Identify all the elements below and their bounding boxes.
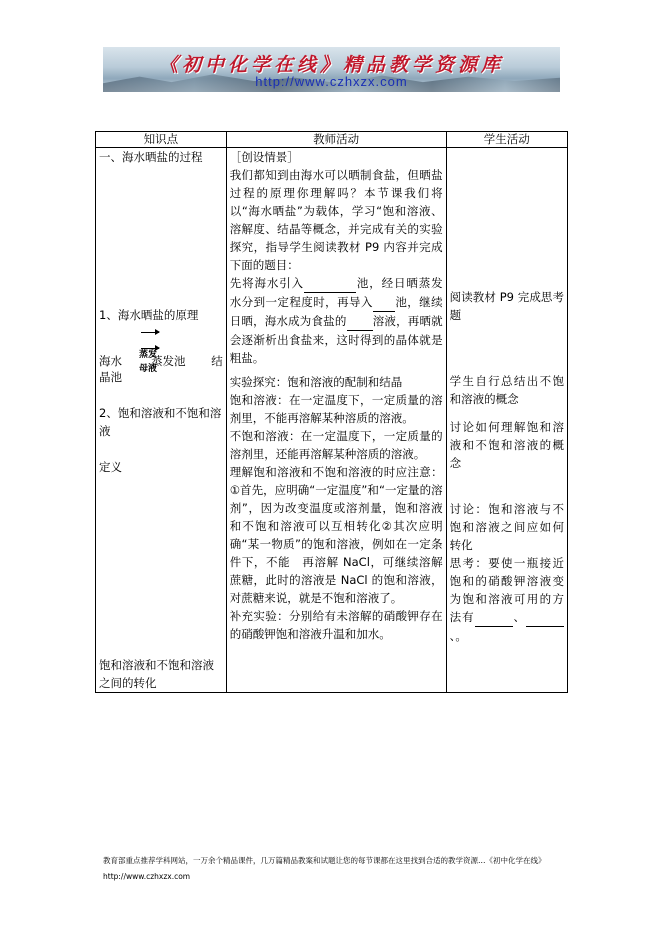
teacher-para-7: 理解饱和溶液和不饱和溶液的时应注意：①首先，应明确“一定温度”和“一定量的溶剂”，因为改变温度或溶剂量，饱和溶液和不饱和溶液可以互相转化②其次应明确“某一物质”的饱和溶液，例如在一定条件下，不能 再溶解 NaCl，可继续溶解蔗糖，此时的溶液是 NaCl 的饱和溶液，对蔗糖来说，就是不饱和溶液了。 — [229, 465, 443, 605]
knowledge-item-1: 一、海水晒盐的过程 — [99, 150, 203, 164]
teacher-para-4: 实验探究：饱和溶液的配制和结晶 — [229, 375, 403, 389]
diagram-crystal-2: 晶池 — [99, 370, 122, 384]
student-item-1: 阅读教材 P9 完成思考题 — [449, 290, 564, 322]
student-item-3: 讨论如何理解饱和溶液和不饱和溶液的概念 — [449, 420, 564, 470]
header-banner — [103, 47, 560, 92]
teacher-para-5: 饱和溶液：在一定温度下，一定质量的溶剂里，不能再溶解某种溶质的溶液。 — [229, 393, 443, 425]
diagram-crystal-1: 结 — [211, 354, 223, 368]
knowledge-cell — [96, 148, 227, 693]
table-row — [96, 148, 568, 693]
separator: 、 — [449, 629, 456, 643]
diagram-sea: 海水 — [99, 354, 122, 368]
knowledge-item-5: 饱和溶液和不饱和溶液之间的转化 — [99, 658, 214, 690]
fill-blank — [475, 608, 513, 627]
header-student: 学生活动 — [446, 132, 567, 148]
knowledge-item-3: 2、饱和溶液和不饱和溶液 — [99, 406, 222, 438]
diagram-pool: 蒸发池 — [151, 354, 186, 368]
student-cell — [446, 148, 567, 693]
student-item-4: 讨论：饱和溶液与不饱和溶液之间应如何转化 — [449, 502, 564, 552]
banner-title: 《初中化学在线》精品教学资源库 — [158, 54, 504, 76]
fill-blank — [347, 312, 373, 331]
lesson-plan-table — [95, 131, 568, 693]
spacer — [99, 440, 223, 458]
teacher-fill-text-a: 先将海水引入 — [229, 276, 304, 290]
teacher-para-2: 我们都知到由海水可以晒制食盐，但晒盐过程的原理你理解吗？本节课我们将以“海水晒盐”为载体，学习“饱和溶液、溶解度、结晶等概念，并完成有关的实验探究，指导学生阅读教材 P9 内容并完成下面的题目： — [229, 168, 443, 272]
arrow-right-icon — [141, 332, 159, 333]
fill-blank — [304, 274, 356, 293]
diagram-label-mother-liquor: 母液 — [139, 364, 158, 374]
teacher-fill-text-d: 溶液，再晒就会逐渐析出食盐来，这时得到的晶体就是粗盐。 — [229, 314, 443, 365]
salt-process-diagram — [99, 330, 223, 382]
table-header-row — [96, 132, 568, 148]
student-item-5 — [450, 554, 564, 645]
period: 。 — [455, 629, 467, 643]
diagram-label-evaporate: 蒸发 — [139, 350, 158, 360]
student-think-text: 思考：要使一瓶接近饱和的硝酸钾溶液变为饱和溶液可用的方法有 — [449, 556, 564, 624]
header-teacher: 教师活动 — [226, 132, 446, 148]
header-knowledge: 知识点 — [96, 132, 227, 148]
teacher-para-1: ［创设情景］ — [229, 150, 299, 164]
fill-blank — [373, 293, 395, 312]
spacer — [450, 324, 564, 372]
spacer — [450, 148, 564, 288]
footer-text: 教育部重点推荐学科网站，一万余个精品课件，几万篇精品教案和试题让您的每节课都在这里找到合适的教学资源…《初中化学在线》http://www.czhxzx.com — [103, 856, 546, 881]
teacher-fill-text-b: 池，经日晒蒸发水分到一定程度时，再导入 — [229, 276, 443, 309]
teacher-fill-text-c: 池，继续日晒，海水成为食盐的 — [229, 295, 443, 328]
teacher-cell — [226, 148, 446, 693]
arrow-right-icon — [141, 348, 159, 349]
knowledge-item-4: 定义 — [99, 460, 122, 474]
teacher-para-6: 不饱和溶液：在一定温度下，一定质量的溶剂里，还能再溶解某种溶质的溶液。 — [229, 429, 443, 461]
spacer — [450, 472, 564, 500]
spacer — [450, 408, 564, 418]
knowledge-item-2: 1、海水晒盐的原理 — [99, 308, 199, 322]
fill-blank — [526, 608, 564, 627]
teacher-para-8: 补充实验：分别给有未溶解的硝酸钾存在的硝酸钾饱和溶液升温和加水。 — [229, 609, 443, 641]
spacer — [99, 476, 223, 656]
student-item-2: 学生自行总结出不饱和溶液的概念 — [449, 374, 564, 406]
spacer — [99, 166, 223, 306]
separator: 、 — [512, 610, 527, 624]
teacher-para-3 — [230, 274, 443, 367]
banner-url[interactable]: http://www.czhxzx.com — [255, 74, 408, 89]
